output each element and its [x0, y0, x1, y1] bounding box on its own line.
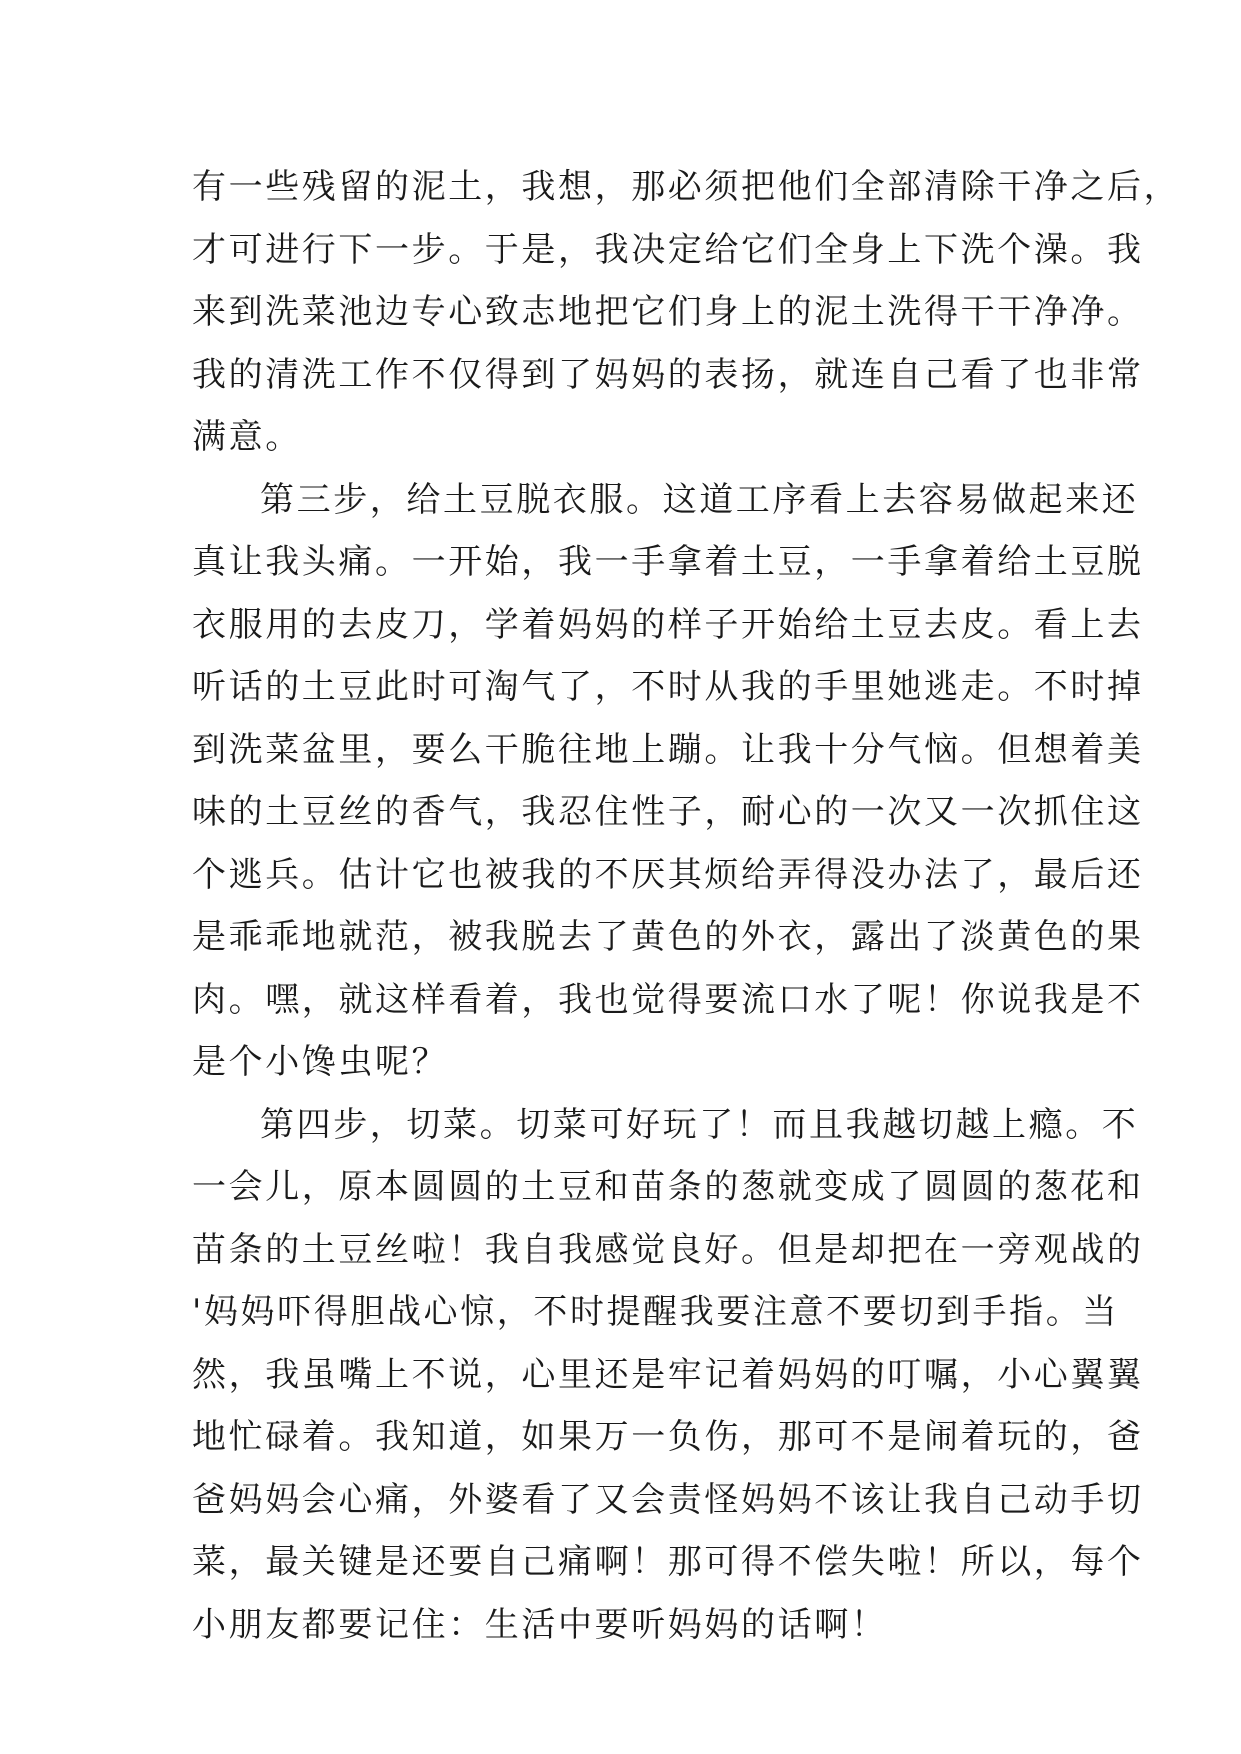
- text-line: 地忙碌着。我知道，如果万一负伤，那可不是闹着玩的，爸: [192, 1417, 1144, 1457]
- paragraph-start-line: 第四步，切菜。切菜可好玩了！而且我越切越上瘾。不: [260, 1104, 1139, 1145]
- text-line: 爸妈妈会心痛，外婆看了又会责怪妈妈不该让我自己动手切: [192, 1479, 1144, 1520]
- text-line: 味的土豆丝的香气，我忍住性子，耐心的一次又一次抓住这: [192, 792, 1144, 832]
- text-line: 有一些残留的泥土，我想，那必须把他们全部清除干净之后，: [192, 167, 1181, 207]
- text-line: 我的清洗工作不仅得到了妈妈的表扬，就连自己看了也非常: [192, 354, 1144, 395]
- essay-body: [192, 156, 1181, 1656]
- text-line: 一会儿，原本圆圆的土豆和苗条的葱就变成了圆圆的葱花和: [192, 1167, 1144, 1207]
- text-line: 肉。嘿，就这样看着，我也觉得要流口水了呢！你说我是不: [192, 979, 1144, 1020]
- text-line: 个逃兵。估计它也被我的不厌其烦给弄得没办法了，最后还: [192, 854, 1144, 895]
- text-line: 然，我虽嘴上不说，心里还是牢记着妈妈的叮嘱，小心翼翼: [192, 1354, 1144, 1395]
- text-line: '妈妈吓得胆战心惊，不时提醒我要注意不要切到手指。当: [192, 1292, 1119, 1332]
- text-line: 是乖乖地就范，被我脱去了黄色的外衣，露出了淡黄色的果: [192, 917, 1144, 957]
- text-line: 苗条的土豆丝啦！我自我感觉良好。但是却把在一旁观战的: [192, 1229, 1144, 1270]
- text-line: 才可进行下一步。于是，我决定给它们全身上下洗个澡。我: [192, 229, 1144, 270]
- text-line: 衣服用的去皮刀，学着妈妈的样子开始给土豆去皮。看上去: [192, 604, 1144, 645]
- text-line: 是个小馋虫呢？: [192, 1042, 449, 1082]
- text-line: 听话的土豆此时可淘气了，不时从我的手里她逃走。不时掉: [192, 667, 1144, 707]
- text-line: 菜，最关键是还要自己痛啊！那可得不偿失啦！所以，每个: [192, 1542, 1144, 1582]
- paragraph-start-line: 第三步，给土豆脱衣服。这道工序看上去容易做起来还: [260, 479, 1139, 520]
- text-line: 来到洗菜池边专心致志地把它们身上的泥土洗得干干净净。: [192, 292, 1144, 332]
- text-line: 满意。: [192, 417, 302, 457]
- text-line: 到洗菜盆里，要么干脆往地上蹦。让我十分气恼。但想着美: [192, 729, 1144, 770]
- text-line: 真让我头痛。一开始，我一手拿着土豆，一手拿着给土豆脱: [192, 542, 1144, 582]
- text-line: 小朋友都要记住：生活中要听妈妈的话啊！: [192, 1604, 888, 1645]
